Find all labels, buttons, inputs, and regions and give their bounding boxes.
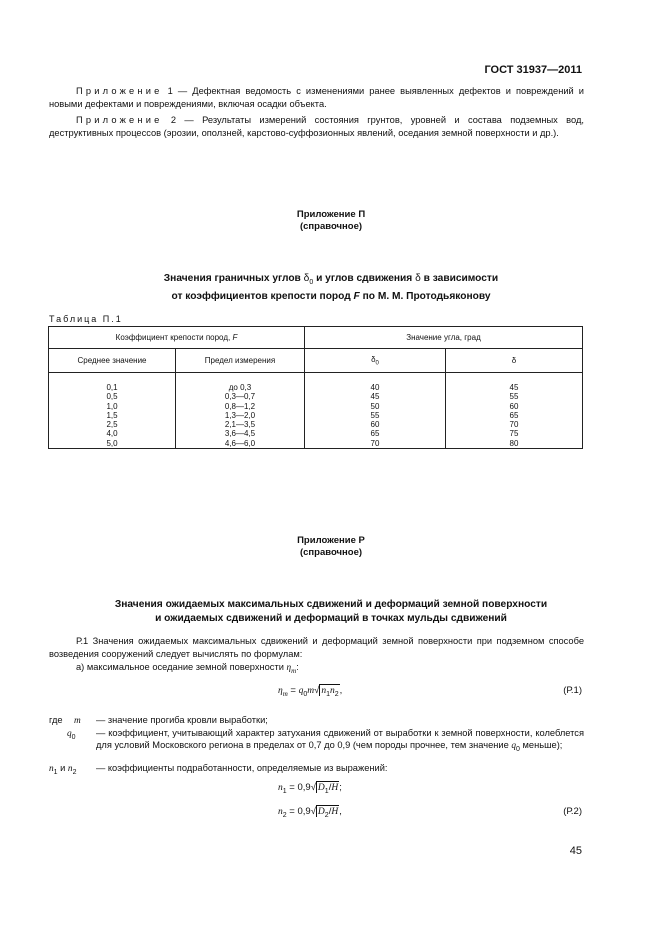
coefficient: = 0,9 — [286, 782, 311, 793]
sqrt-body — [319, 684, 339, 696]
equals: = — [287, 685, 299, 696]
eta-symbol: η — [278, 686, 283, 696]
subscript: 2 — [324, 811, 329, 819]
subscript: 2 — [282, 811, 287, 819]
where-label: где — [49, 715, 63, 725]
header-coef — [49, 327, 305, 349]
page-number: 45 — [569, 845, 582, 857]
delta-symbol: δ — [303, 273, 310, 284]
appendix-p-heading — [49, 209, 613, 233]
item-a: а) максимальное оседание земной поверхности $\eta_m$: — [76, 662, 299, 675]
note-label: Приложение — [76, 115, 163, 125]
subscript: 0 — [516, 745, 520, 753]
m-definition: — значение прогиба кровли выработки; — [96, 715, 268, 725]
title-line-2: и ожидаемых сдвижений и деформаций в точках мульды сдвижений — [155, 613, 507, 624]
subscript: 2 — [72, 768, 77, 776]
note-number: 2 — [170, 115, 177, 125]
subscript: m — [291, 666, 297, 675]
appendix-r-title — [49, 598, 613, 626]
formula-p1 — [278, 685, 342, 698]
header-angle — [305, 327, 583, 349]
subscript: 1 — [53, 768, 58, 776]
note-label: Приложение — [76, 86, 163, 96]
subscript: 2 — [334, 690, 339, 698]
subscript: 1 — [326, 690, 331, 698]
m-symbol: m — [307, 686, 315, 696]
coefficient: = 0,9 — [286, 806, 311, 817]
d-symbol: D — [317, 783, 325, 793]
n-terms — [49, 762, 76, 779]
subscript: 1 — [324, 787, 329, 795]
definition-text: меньше); — [522, 740, 563, 750]
n-symbol: n — [67, 764, 73, 774]
item-text: а) максимальное оседание земной поверхности — [76, 662, 284, 672]
q-symbol: q — [67, 729, 72, 739]
q-symbol: q — [511, 741, 517, 751]
semicolon: ; — [339, 782, 342, 793]
formula-n2 — [278, 806, 342, 819]
comma: , — [339, 685, 343, 696]
d-symbol: D — [317, 807, 325, 817]
sqrt-sign: √ — [310, 806, 316, 817]
sqrt-body: $D_1/H$ — [317, 782, 339, 795]
range-values: до 0,3 0,3—0,7 0,8—1,2 1,3—2,0 2,1—3,5 3,6—4,5 4,6—6,0 — [176, 373, 305, 449]
sub-mean: Среднее значение — [49, 349, 176, 373]
document-id: ГОСТ 31937—2011 — [484, 64, 582, 76]
n-symbol: n — [49, 764, 54, 774]
title-part: от коэффициентов крепости пород — [171, 291, 351, 303]
heading: Приложение Р — [297, 535, 365, 546]
heading: Приложение П — [296, 209, 366, 220]
n-symbol: n — [330, 686, 335, 696]
subscript: 0 — [303, 690, 308, 698]
delta-symbol: δ — [415, 273, 421, 284]
table-label-text: Таблица П.1 — [49, 314, 123, 324]
title-line-1: Значения ожидаемых максимальных сдвижений и деформаций земной поверхности — [114, 599, 548, 610]
table-label — [49, 314, 123, 324]
sub-delta: δ — [446, 349, 583, 373]
delta-values: 45 55 60 65 70 75 80 — [446, 373, 583, 449]
appendix-r-heading — [49, 535, 613, 559]
comma: , — [339, 806, 342, 817]
subscript: 1 — [282, 787, 287, 795]
sub-delta0 — [305, 349, 446, 373]
subheading: (справочное) — [299, 547, 363, 558]
title-part: по М. М. Протодьяконову — [362, 291, 491, 303]
note-text: — Дефектная ведомость с изменениями ранее выявленных дефектов и повреждений и новыми дефектами и повреждениями, включая осадки объекта. — [49, 86, 585, 109]
subheading: (справочное) — [299, 221, 363, 232]
title-part: Значения граничных углов — [163, 273, 301, 284]
table-subheader-row — [49, 349, 583, 373]
conjunction: и — [57, 763, 68, 773]
formula-number-p2: (Р.2) — [563, 806, 582, 817]
sqrt-body: $D_2/H$ — [317, 806, 339, 819]
note-2 — [49, 114, 584, 140]
h-symbol: H — [331, 807, 339, 817]
sqrt-sign: √ — [310, 782, 316, 793]
title-part: в зависимости — [423, 273, 499, 284]
delta0-values: 40 45 50 55 60 65 70 — [305, 373, 446, 449]
formula-number-p1: (Р.1) — [563, 685, 582, 696]
table-row — [49, 373, 583, 449]
formula-n1 — [278, 782, 342, 795]
eta-symbol: η — [286, 663, 292, 673]
f-symbol: F — [232, 333, 238, 342]
header-text: Значение угла, град — [406, 333, 481, 342]
n-symbol: n — [278, 807, 283, 817]
subscript: 0 — [309, 279, 314, 287]
n-definition: — коэффициенты подработанности, определяемые из выражений: — [96, 763, 388, 773]
f-symbol: F — [353, 291, 360, 303]
note-number: 1 — [167, 86, 173, 96]
appendix-p-title — [49, 272, 613, 304]
q-symbol: q — [298, 686, 304, 696]
title-line-2 — [49, 290, 613, 304]
m-symbol: m — [74, 716, 81, 726]
note-1 — [49, 85, 584, 111]
sub-range: Предел измерения — [176, 349, 305, 373]
q0-definition — [96, 727, 584, 756]
subscript: 0 — [71, 733, 76, 741]
title-line-1 — [49, 272, 613, 290]
title-part: и углов сдвижения — [316, 273, 413, 284]
mean-values: 0,1 0,5 1,0 1,5 2,5 4,0 5,0 — [49, 373, 176, 449]
n-symbol: n — [321, 686, 327, 696]
angles-table — [48, 326, 583, 449]
n-symbol: n — [278, 783, 283, 793]
m-term — [74, 714, 81, 727]
paragraph-r1: Р.1 Значения ожидаемых максимальных сдвижений и деформаций земной поверхности при подземном способе возведения сооружений следует вычислять по формулам: — [49, 636, 584, 659]
q0-term — [67, 727, 76, 744]
h-symbol: H — [331, 783, 339, 793]
definition-text: — коэффициент, учитывающий характер затухания сдвижений от выработки к земной поверхности, колеблется для условий Московского региона в пределах от 0,7 до 0,9 (чем породы прочнее, тем значение — [96, 728, 584, 750]
table-header-row — [49, 327, 583, 349]
sqrt-sign: √ — [314, 685, 320, 696]
subscript: 0 — [375, 360, 379, 367]
delta-symbol: δ — [371, 354, 376, 364]
header-text: Коэффициент крепости пород, — [115, 333, 231, 342]
note-text: — Результаты измерений состояния грунтов, уровней и состава подземных вод, деструктивных процессов (эрозии, оползней, карстово-суффозионных явлений, оседания земной поверхности и др.). — [49, 115, 584, 138]
subscript: m — [282, 689, 288, 698]
